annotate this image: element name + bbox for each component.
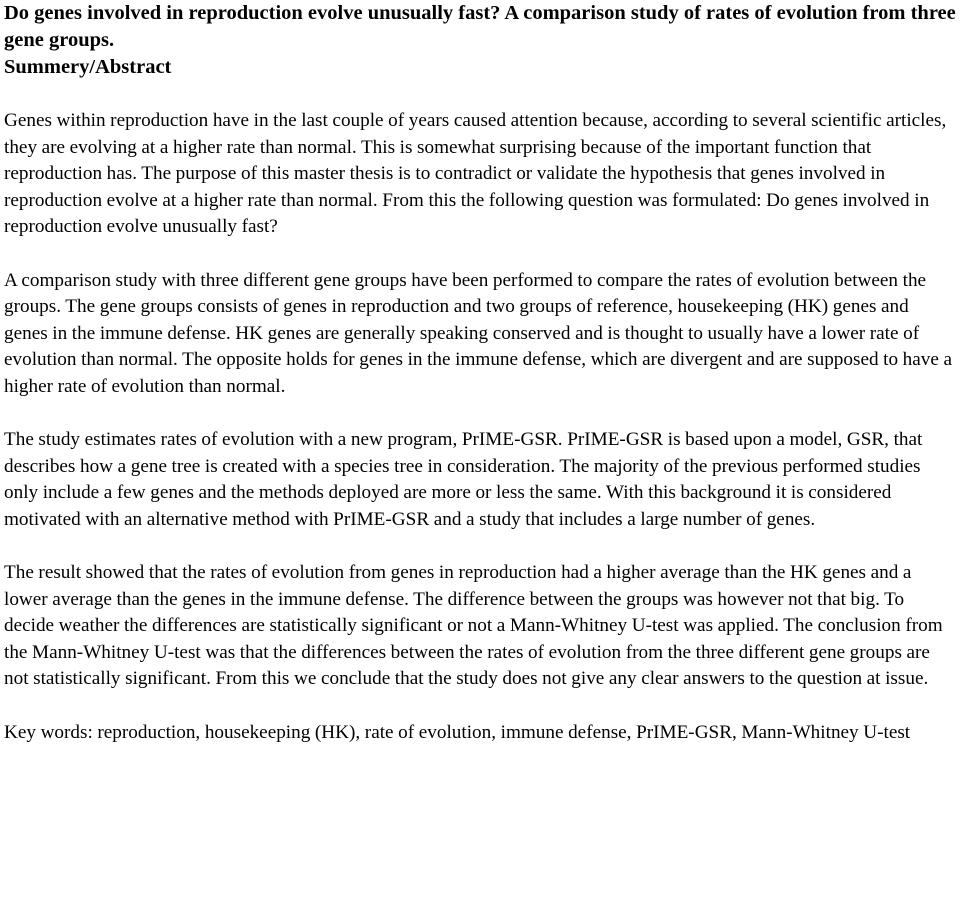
keywords-paragraph: Key words: reproduction, housekeeping (HK), rate of evolution, immune defense, PrIME-GSR, Mann-Whitney U-test xyxy=(4,721,911,743)
document-title: Do genes involved in reproduction evolve unusually fast? A comparison study of rates of evolution from three gene groups. xyxy=(4,2,956,51)
spacer xyxy=(4,81,956,108)
abstract-paragraph-2: A comparison study with three different gene groups have been performed to compare the rates of evolution between the groups. The gene groups consists of genes in reproduction and two groups of reference, housekeeping (HK) genes and genes in the immune defense. HK genes are generally speaking conserved and is thought to usually have a lower rate of evolution than normal. The opposite holds for genes in the immune defense, which are divergent and are supposed to have a higher rate of evolution than normal. xyxy=(4,269,953,397)
abstract-paragraph-1: Genes within reproduction have in the last couple of years caused attention because, according to several scientific articles, they are evolving at a higher rate than normal. This is somewhat surprising because of the important function that reproduction has. The purpose of this master thesis is to contradict or validate the hypothesis that genes involved in reproduction evolve at a higher rate than normal. From this the following question was formulated: Do genes involved in reproduction evolve unusually fast? xyxy=(4,110,947,238)
spacer xyxy=(4,693,956,720)
abstract-paragraph-4: The result showed that the rates of evolution from genes in reproduction had a higher average than the HK genes and a lower average than the genes in the immune defense. The difference between the groups was however not that big. To decide weather the differences are statistically significant or not a Mann-Whitney U-test was applied. The conclusion from the Mann-Whitney U-test was that the differences between the rates of evolution from the three different gene groups are not statistically significant. From this we conclude that the study does not give any clear answers to the question at issue. xyxy=(4,562,943,690)
abstract-paragraph-3: The study estimates rates of evolution with a new program, PrIME-GSR. PrIME-GSR is based upon a model, GSR, that describes how a gene tree is created with a species tree in consideration. The majority of the previous performed studies only include a few genes and the methods deployed are more or less the same. With this background it is considered motivated with an alternative method with PrIME-GSR and a study that includes a large number of genes. xyxy=(4,429,923,530)
section-heading: Summery/Abstract xyxy=(4,56,172,78)
spacer xyxy=(4,241,956,268)
spacer xyxy=(4,401,956,428)
spacer xyxy=(4,534,956,561)
document-page xyxy=(4,0,956,746)
